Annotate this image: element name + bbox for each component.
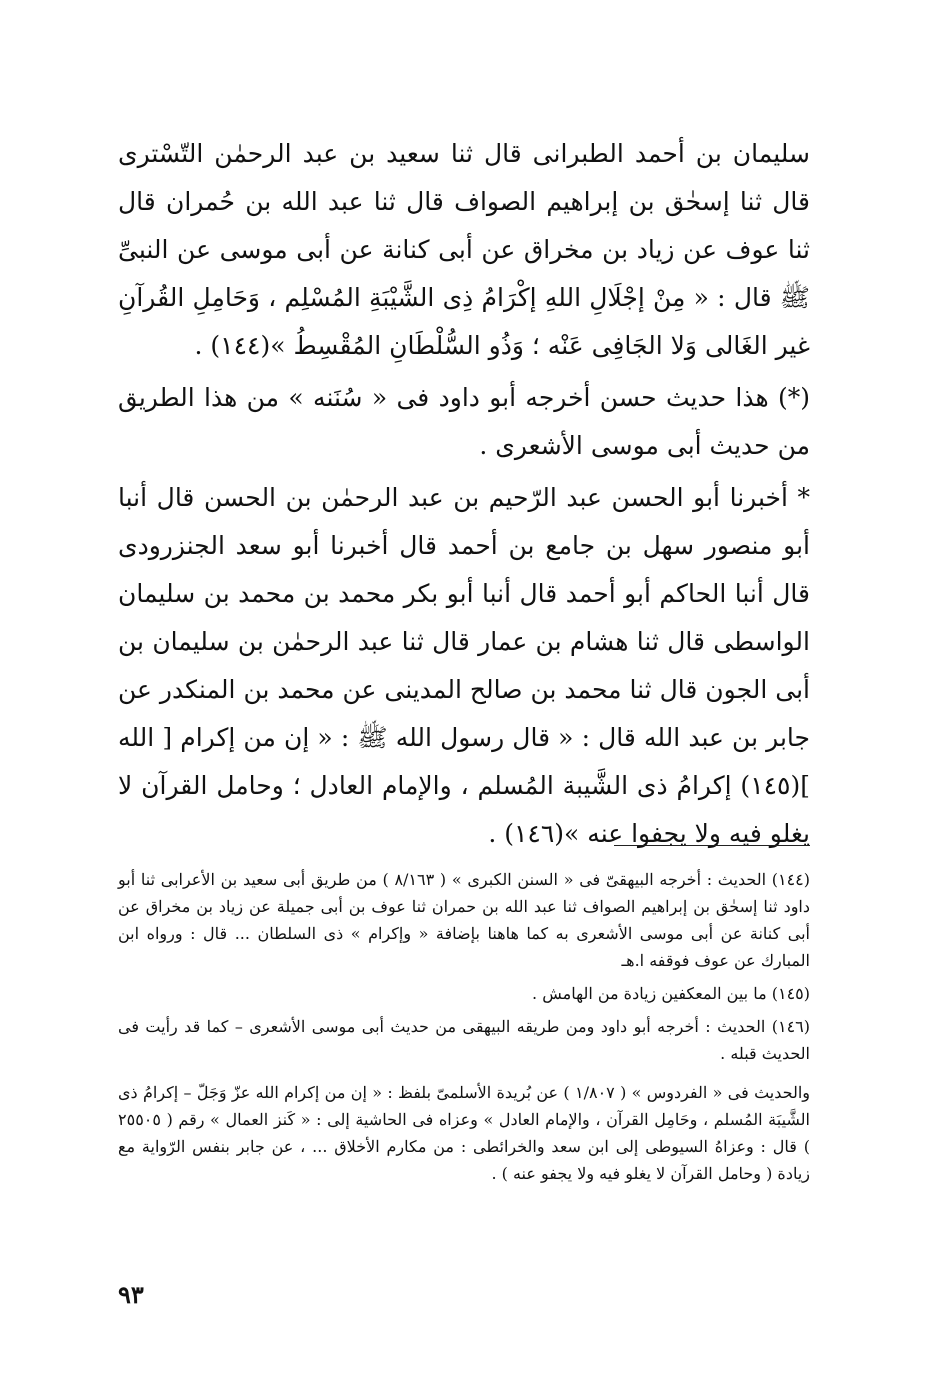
footnote-144: (١٤٤) الحديث : أخرجه البيهقىّ فى « السنن الكبرى » ( ٨/١٦٣ ) من طريق أبى سعيد بن الأعرابى ثنا أبو داود ثنا إسحٰق بن إبراهيم الصواف ثنا عبد الله بن حمران ثنا عوف بن أبى جميلة عن زياد بن مخراق عن أبى كنانة عن أبى موسى الأشعرى به كما هاهنا بإضافة « وإكرام » ذى السلطان ... قال : ورواه ابن المبارك عن عوف فوقفه ا.هـ <box>118 870 811 970</box>
main-text-block-1 <box>118 130 810 370</box>
paragraph-second-hadith: * أخبرنا أبو الحسن عبد الرّحيم بن عبد الرحمٰن بن الحسن قال أنبا أبو منصور سهل بن جامع بن أحمد قال أخبرنا أبو سعد الجنزرودى قال أنبا الحاكم أبو أحمد قال أنبا أبو بكر محمد بن محمد بن سليمان الواسطى قال ثنا هشام بن عمار قال ثنا عبد الرحمٰن بن سليمان بن أبى الجون قال ثنا محمد بن صالح المدينى عن محمد بن المنكدر عن جابر بن عبد الله قال : « قال رسول الله ﷺ : « إن من إكرام [ الله ](١٤٥) إكرامُ ذى الشَّيبة المُسلم ، والإمام العادل ؛ وحامل القرآن لا يغلو فيه ولا يجفوا عنه »(١٤٦) . <box>118 483 810 848</box>
paragraph-grading-note: (*) هذا حديث حسن أخرجه أبو داود فى « سُنَنه » من هذا الطريق من حديث أبى موسى الأشعرى . <box>118 383 810 460</box>
paragraph-hadith-isnad: سليمان بن أحمد الطبرانى قال ثنا سعيد بن عبد الرحمٰن التّسْترى قال ثنا إسحٰق بن إبراهيم الصواف قال ثنا عبد الله بن حُمران قال ثنا عوف عن زياد بن مخراق عن أبى كنانة عن أبى موسى عن النبىِّ ﷺ قال : « مِنْ إجْلَالِ اللهِ إكْرَامُ ذِى الشَّيْبَةِ المُسْلِم ، وَحَامِلِ القُرآنِ غير الغَالى وَلا الجَافِى عَنْه ؛ وَذُو السُّلْطَانِ المُقْسِطُ »(١٤٤) . <box>118 139 810 360</box>
footnote-146-continuation: والحديث فى « الفردوس » ( ١/٨٠٧ ) عن بُريدة الأسلمىّ بلفظ : « إن من إكرام الله عزّ وَجَلّ – إكرامُ ذى الشَّيبَة المُسلم ، وحَامِل القرآن ، والإمام العادل » وعزاه فى الحاشية إلى : « كَنز العمال » رقم ( ٢٥٥٠٥ ) قال : وعزاهُ السيوطى إلى ابن سعد والخرائطى : من مكارم الأخلاق ... ، عن جابر بنفس الرّواية مع زيادة ( وحامل القرآن لا يغلو فيه ولا يجفو عنه ) . <box>118 1083 811 1183</box>
footnote-divider <box>614 845 810 846</box>
footnotes-section <box>118 866 810 1187</box>
footnote-145: (١٤٥) ما بين المعكفين زيادة من الهامش . <box>532 984 810 1003</box>
page-number: ٩٣ <box>118 1280 144 1309</box>
main-text-block-2 <box>118 374 810 470</box>
footnote-146: (١٤٦) الحديث : أخرجه أبو داود ومن طريقه البيهقى من حديث أبى موسى الأشعرى – كما قد رأيت فى الحديث قبله . <box>118 1017 810 1063</box>
main-text-block-3 <box>118 474 810 858</box>
